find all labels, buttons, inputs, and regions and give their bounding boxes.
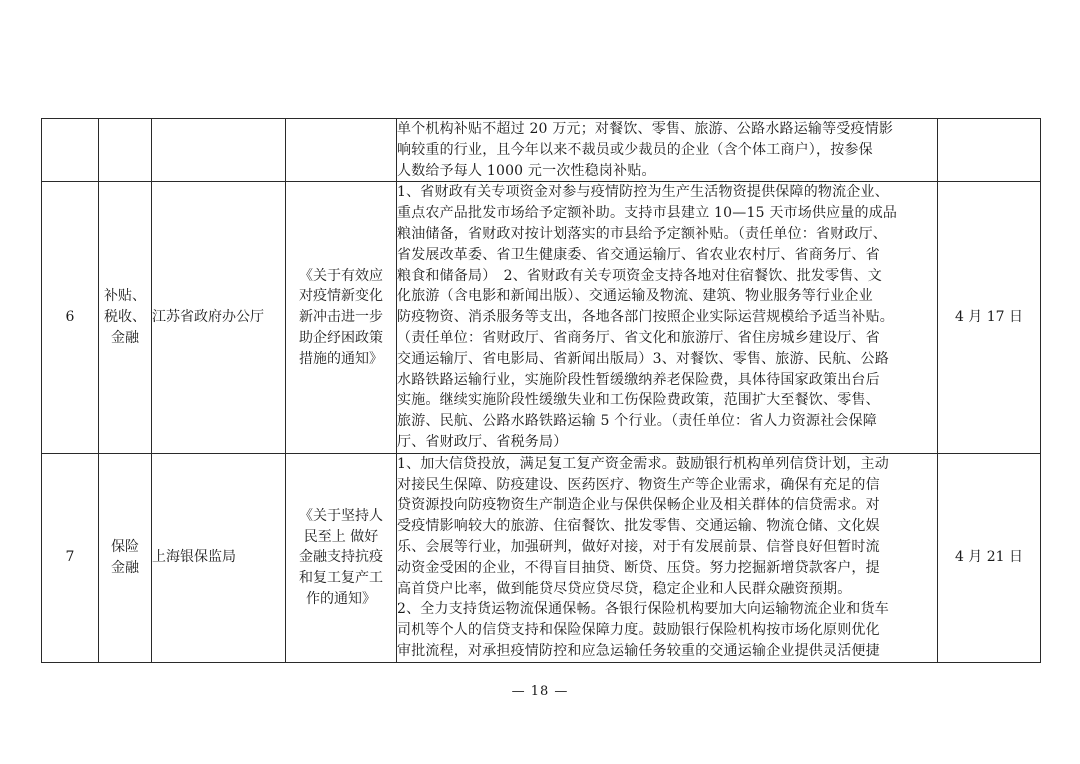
measures-line: 人数给予每人 1000 元一次性稳岗补贴。 [397, 162, 656, 179]
document-title-line: 和复工复产工 [299, 570, 383, 587]
document-title-line: 民至上 做好 [303, 528, 379, 545]
document-title-line: 新冲击进一步 [299, 309, 383, 326]
policy-type-cell [99, 453, 152, 662]
table-row [42, 119, 1041, 182]
policy-table [41, 118, 1041, 663]
measures-line: 受疫情影响较大的旅游、住宿餐饮、批发零售、交通运输、物流仓储、文化娱 [397, 518, 880, 535]
measures-line: 厅、省财政厅、省税务局） [397, 433, 568, 450]
measures-line: 单个机构补贴不超过 20 万元；对餐饮、零售、旅游、公路水路运输等受疫情影 [397, 121, 894, 137]
document-title-line: 作的通知》 [306, 590, 376, 607]
measures-cell [397, 453, 938, 662]
measures-line: 对接民生保障、防疫建设、医药医疗、物资生产等企业需求，确保有充足的信 [397, 476, 880, 493]
measures-line: 实施。继续实施阶段性缓缴失业和工伤保险费政策，范围扩大至餐饮、零售、 [397, 392, 880, 409]
measures-line: 2、全力支持货运物流保通保畅。各银行保险机构要加大向运输物流企业和货车 [397, 601, 889, 618]
row-number-cell [42, 119, 99, 182]
measures-line: 化旅游（含电影和新闻出版）、交通运输及物流、建筑、物业服务等行业企业 [397, 288, 873, 305]
document-title-cell [286, 182, 397, 453]
measures-line: 动资金受困的企业，不得盲目抽贷、断贷、压贷。努力挖掘新增贷款客户，提 [397, 559, 880, 576]
measures-line: 交通运输厅、省电影局、省新闻出版局）3、对餐饮、零售、旅游、民航、公路 [397, 350, 889, 367]
page-number: — 18 — [511, 684, 569, 699]
department-cell: 上海银保监局 [152, 453, 286, 662]
measures-line: 1、加大信贷投放，满足复工复产资金需求。鼓励银行机构单列信贷计划，主动 [397, 455, 889, 472]
policy-type-cell [99, 182, 152, 453]
document-title-line: 《关于坚持人 [299, 507, 383, 524]
measures-line: 粮食和储备局） 2、省财政有关专项资金支持各地对住宿餐饮、批发零售、文 [397, 267, 882, 284]
document-title-line: 助企纾困政策 [299, 329, 383, 346]
measures-line: 高首贷户比率，做到能贷尽贷应贷尽贷，稳定企业和人民群众融资预期。 [397, 580, 852, 597]
measures-line: 1、省财政有关专项资金对参与疫情防控为生产生活物资提供保障的物流企业、 [397, 184, 889, 201]
policy-type-line: 税收、 [104, 309, 146, 326]
measures-line: 防疫物资、消杀服务等支出，各地各部门按照企业实际运营规模给予适当补贴。 [397, 309, 894, 326]
document-title-cell [286, 453, 397, 662]
measures-line: 审批流程，对承担疫情防控和应急运输任务较重的交通运输企业提供灵活便捷 [397, 642, 880, 659]
measures-line: 重点农产品批发市场给予定额补助。支持市县建立 10—15 天市场供应量的成品 [397, 205, 898, 222]
measures-line: 粮油储备，省财政对按计划落实的市县给予定额补贴。（责任单位：省财政厅、 [397, 225, 887, 242]
measures-line: 乐、会展等行业，加强研判，做好对接，对于有发展前景、信誉良好但暂时流 [397, 538, 880, 555]
policy-type-line: 金融 [111, 559, 139, 576]
measures-line: 省发展改革委、省卫生健康委、省交通运输厅、省农业农村厅、省商务厅、省 [397, 246, 880, 263]
policy-type-line: 补贴、 [104, 288, 146, 305]
date-cell [938, 119, 1041, 182]
measures-cell [397, 182, 938, 453]
document-title-line: 《关于有效应 [299, 267, 383, 284]
table-row [42, 182, 1041, 453]
date-cell: 4 月 17 日 [938, 182, 1041, 453]
table-row [42, 453, 1041, 662]
measures-line: 旅游、民航、公路水路铁路运输 5 个行业。（责任单位：省人力资源社会保障 [397, 413, 878, 430]
measures-cell [397, 119, 938, 182]
row-number-cell: 7 [42, 453, 99, 662]
department-cell [152, 119, 286, 182]
measures-line: 水路铁路运输行业，实施阶段性暂缓缴纳养老保险费，具体待国家政策出台后 [397, 371, 880, 388]
measures-line: 司机等个人的信贷支持和保险保障力度。鼓励银行保险机构按市场化原则优化 [397, 622, 880, 639]
document-title-line: 金融支持抗疫 [299, 549, 383, 566]
row-number-cell: 6 [42, 182, 99, 453]
department-cell: 江苏省政府办公厅 [152, 182, 286, 453]
measures-line: 贷资源投向防疫物资生产制造企业与保供保畅企业及相关群体的信贷需求。对 [397, 497, 880, 514]
date-cell: 4 月 21 日 [938, 453, 1041, 662]
document-title-line: 对疫情新变化 [299, 288, 383, 305]
document-title-line: 措施的通知》 [299, 350, 383, 367]
measures-line: （责任单位：省财政厅、省商务厅、省文化和旅游厅、省住房城乡建设厅、省 [397, 329, 880, 346]
policy-type-cell [99, 119, 152, 182]
policy-type-line: 保险 [111, 538, 139, 555]
measures-line: 响较重的行业，且今年以来不裁员或少裁员的企业（含个体工商户），按参保 [397, 141, 873, 158]
document-title-cell [286, 119, 397, 182]
policy-type-line: 金融 [111, 329, 139, 346]
